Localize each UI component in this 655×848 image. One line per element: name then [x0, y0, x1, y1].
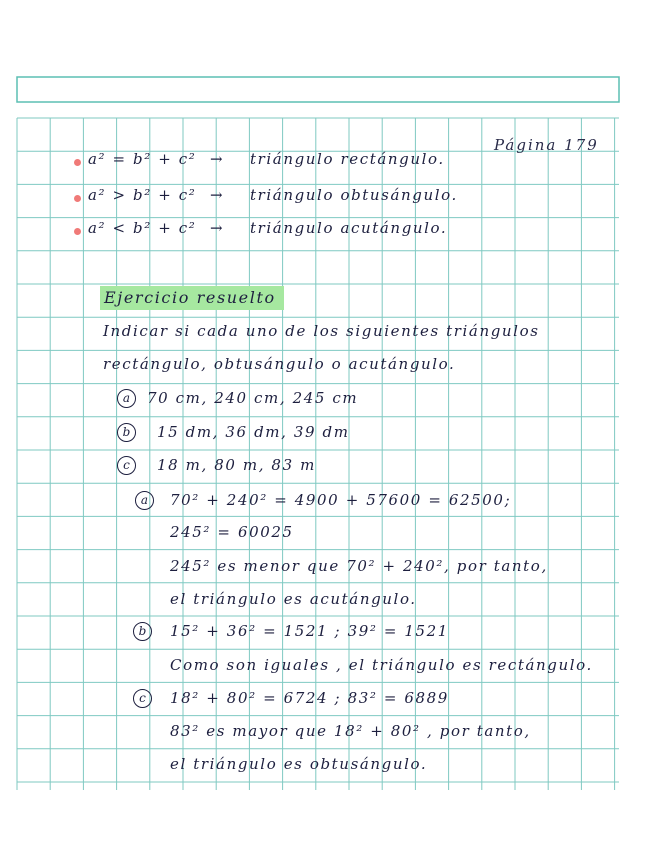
- rule-formula: a² < b² + c²: [88, 219, 197, 237]
- bullet-icon: [74, 159, 81, 166]
- solution-line: 245² = 60025: [170, 523, 294, 541]
- arrow-icon: →: [210, 219, 225, 237]
- bullet-icon: [74, 195, 81, 202]
- item-label-circle: c: [117, 456, 136, 475]
- item-label-circle: b: [117, 423, 136, 442]
- solution-line: 18² + 80² = 6724 ; 83² = 6889: [170, 689, 449, 707]
- rule-result: triángulo acutángulo.: [250, 219, 448, 237]
- header-box: [17, 77, 619, 102]
- arrow-icon: →: [210, 150, 225, 168]
- exercise-heading: Ejercicio resuelto: [104, 288, 276, 307]
- solution-label-circle: a: [135, 491, 154, 510]
- arrow-icon: →: [210, 186, 225, 204]
- item-label-circle: a: [117, 389, 136, 408]
- solution-line: el triángulo es obtusángulo.: [170, 755, 428, 773]
- exercise-statement-line: rectángulo, obtusángulo o acutángulo.: [103, 355, 456, 373]
- solution-line: 245² es menor que 70² + 240², por tanto,: [170, 557, 548, 575]
- exercise-statement-line: Indicar si cada uno de los siguientes triángulos: [103, 322, 540, 340]
- solution-label-circle: c: [133, 689, 152, 708]
- exercise-item: 18 m, 80 m, 83 m: [157, 456, 316, 474]
- rule-formula: a² = b² + c²: [88, 150, 197, 168]
- solution-line: el triángulo es acutángulo.: [170, 590, 417, 608]
- solution-line: 70² + 240² = 4900 + 57600 = 62500;: [170, 491, 512, 509]
- exercise-item: 70 cm, 240 cm, 245 cm: [147, 389, 359, 407]
- page-number-label: Página 179: [494, 136, 599, 154]
- bullet-icon: [74, 228, 81, 235]
- solution-line: 83² es mayor que 18² + 80² , por tanto,: [170, 722, 531, 740]
- rule-result: triángulo obtusángulo.: [250, 186, 458, 204]
- rule-result: triángulo rectángulo.: [250, 150, 445, 168]
- solution-line: Como son iguales , el triángulo es rectángulo.: [170, 656, 593, 674]
- solution-line: 15² + 36² = 1521 ; 39² = 1521: [170, 622, 449, 640]
- rule-formula: a² > b² + c²: [88, 186, 197, 204]
- solution-label-circle: b: [133, 622, 152, 641]
- exercise-item: 15 dm, 36 dm, 39 dm: [157, 423, 350, 441]
